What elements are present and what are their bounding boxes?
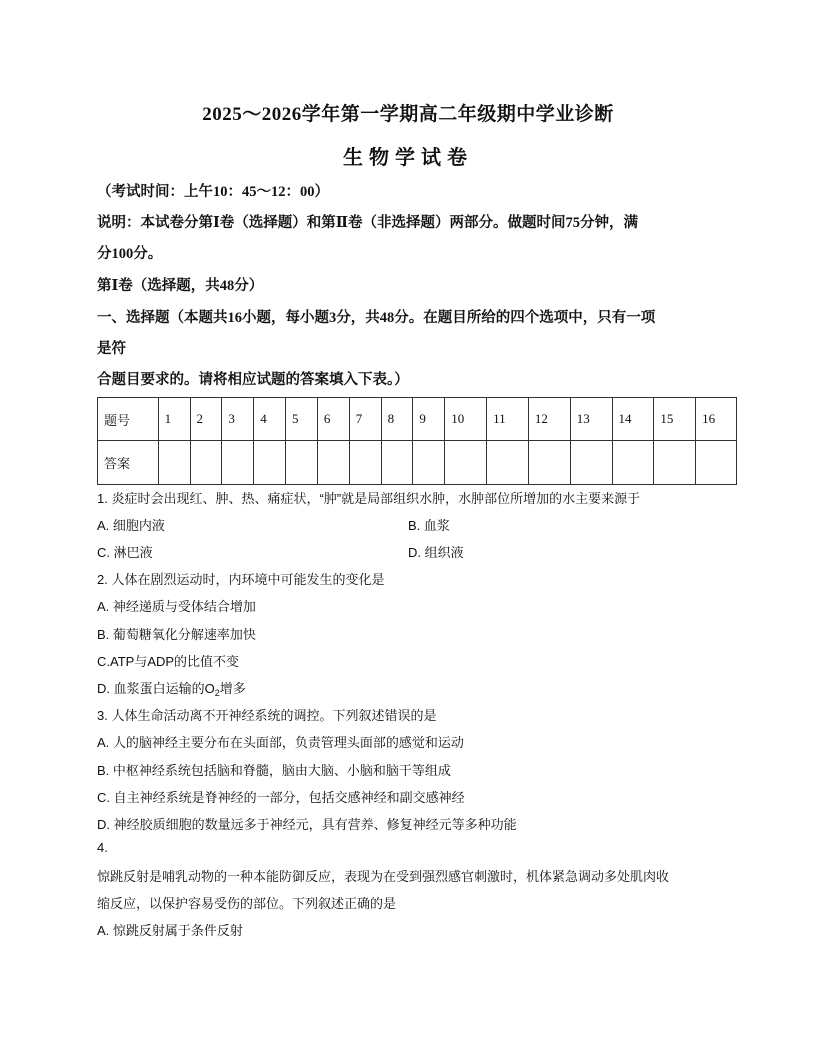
- question-1-option-b: B. 血浆: [408, 518, 450, 533]
- question-number-cell: 10: [445, 398, 487, 441]
- question-2-stem: 2. 人体在剧烈运动时，内环境中可能发生的变化是: [97, 572, 385, 587]
- answer-cell[interactable]: [254, 441, 286, 485]
- answer-cell[interactable]: [487, 441, 529, 485]
- question-4-option-a: A. 惊跳反射属于条件反射: [97, 923, 243, 938]
- question-number-cell: 8: [381, 398, 413, 441]
- question-2-option-d-suffix: 增多: [219, 681, 246, 696]
- answer-cell[interactable]: [286, 441, 318, 485]
- question-4-stem-line-2: 缩反应，以保护容易受伤的部位。下列叙述正确的是: [97, 896, 397, 911]
- answer-cell[interactable]: [317, 441, 349, 485]
- answer-cell[interactable]: [349, 441, 381, 485]
- question-number-cell: 14: [612, 398, 654, 441]
- question-2-option-d: [97, 678, 246, 698]
- answer-cell[interactable]: [696, 441, 737, 485]
- answer-cell[interactable]: [222, 441, 254, 485]
- question-number-cell: 12: [528, 398, 570, 441]
- question-1-option-c: C. 淋巴液: [97, 545, 153, 560]
- question-3-option-c: C. 自主神经系统是脊神经的一部分，包括交感神经和副交感神经: [97, 790, 465, 805]
- row-label-answer: 答案: [98, 441, 159, 485]
- section-heading-line-3: 合题目要求的。请将相应试题的答案填入下表。）: [97, 372, 409, 388]
- question-1-option-a: A. 细胞内液: [97, 518, 165, 533]
- question-number-cell: 11: [487, 398, 529, 441]
- question-number-cell: 16: [696, 398, 737, 441]
- question-number-cell: 4: [254, 398, 286, 441]
- answer-cell[interactable]: [190, 441, 222, 485]
- answer-cell[interactable]: [445, 441, 487, 485]
- exam-time: （考试时间：上午10：45～12：00）: [97, 184, 329, 200]
- question-3-option-b: B. 中枢神经系统包括脑和脊髓，脑由大脑、小脑和脑干等组成: [97, 763, 451, 778]
- question-4-number: 4.: [97, 840, 108, 855]
- question-number-cell: 6: [317, 398, 349, 441]
- question-number-cell: 3: [222, 398, 254, 441]
- part-one-heading: 第Ⅰ卷（选择题，共48分）: [97, 278, 264, 294]
- section-heading-line-1: 一、选择题（本题共16小题，每小题3分，共48分。在题目所给的四个选项中，只有一项: [97, 310, 656, 326]
- answer-cell[interactable]: [570, 441, 612, 485]
- answer-cell[interactable]: [381, 441, 413, 485]
- question-2-option-d-text: D. 血浆蛋白运输的O: [97, 681, 215, 696]
- answer-cell[interactable]: [654, 441, 696, 485]
- answer-table-number-row: [98, 398, 737, 441]
- question-2-option-c: C.ATP与ADP的比值不变: [97, 654, 240, 669]
- answer-cell[interactable]: [528, 441, 570, 485]
- question-number-cell: 1: [158, 398, 190, 441]
- answer-cell[interactable]: [158, 441, 190, 485]
- question-number-cell: 5: [286, 398, 318, 441]
- question-2-option-b: B. 葡萄糖氧化分解速率加快: [97, 627, 256, 642]
- question-1-stem: 1. 炎症时会出现红、肿、热、痛症状，“肿”就是局部组织水肿，水肿部位所增加的水主要来源于: [97, 491, 641, 506]
- question-2-option-a: A. 神经递质与受体结合增加: [97, 599, 256, 614]
- section-heading-line-2: 是符: [97, 341, 126, 357]
- answer-table-answer-row: [98, 441, 737, 485]
- question-1-option-d: D. 组织液: [408, 545, 464, 560]
- question-number-cell: 13: [570, 398, 612, 441]
- question-number-cell: 7: [349, 398, 381, 441]
- question-number-cell: 9: [413, 398, 445, 441]
- question-3-option-d: D. 神经胶质细胞的数量远多于神经元，具有营养、修复神经元等多种功能: [97, 817, 517, 832]
- question-4-stem-line-1: 惊跳反射是哺乳动物的一种本能防御反应，表现为在受到强烈感官刺激时，机体紧急调动多处肌肉收: [97, 869, 670, 884]
- instructions-line-1: 说明：本试卷分第Ⅰ卷（选择题）和第Ⅱ卷（非选择题）两部分。做题时间75分钟，满: [97, 215, 638, 231]
- question-3-option-a: A. 人的脑神经主要分布在头面部，负责管理头面部的感觉和运动: [97, 735, 464, 750]
- oxygen-subscript: 2: [214, 688, 220, 698]
- answer-cell[interactable]: [612, 441, 654, 485]
- question-number-cell: 15: [654, 398, 696, 441]
- question-number-cell: 2: [190, 398, 222, 441]
- answer-table: [97, 397, 737, 485]
- exam-title: 2025～2026学年第一学期高二年级期中学业诊断: [202, 104, 614, 125]
- instructions-line-2: 分100分。: [97, 246, 163, 262]
- question-3-stem: 3. 人体生命活动离不开神经系统的调控。下列叙述错误的是: [97, 708, 437, 723]
- row-label-question-number: 题号: [98, 398, 159, 441]
- exam-subtitle: 生物学试卷: [343, 147, 473, 169]
- answer-cell[interactable]: [413, 441, 445, 485]
